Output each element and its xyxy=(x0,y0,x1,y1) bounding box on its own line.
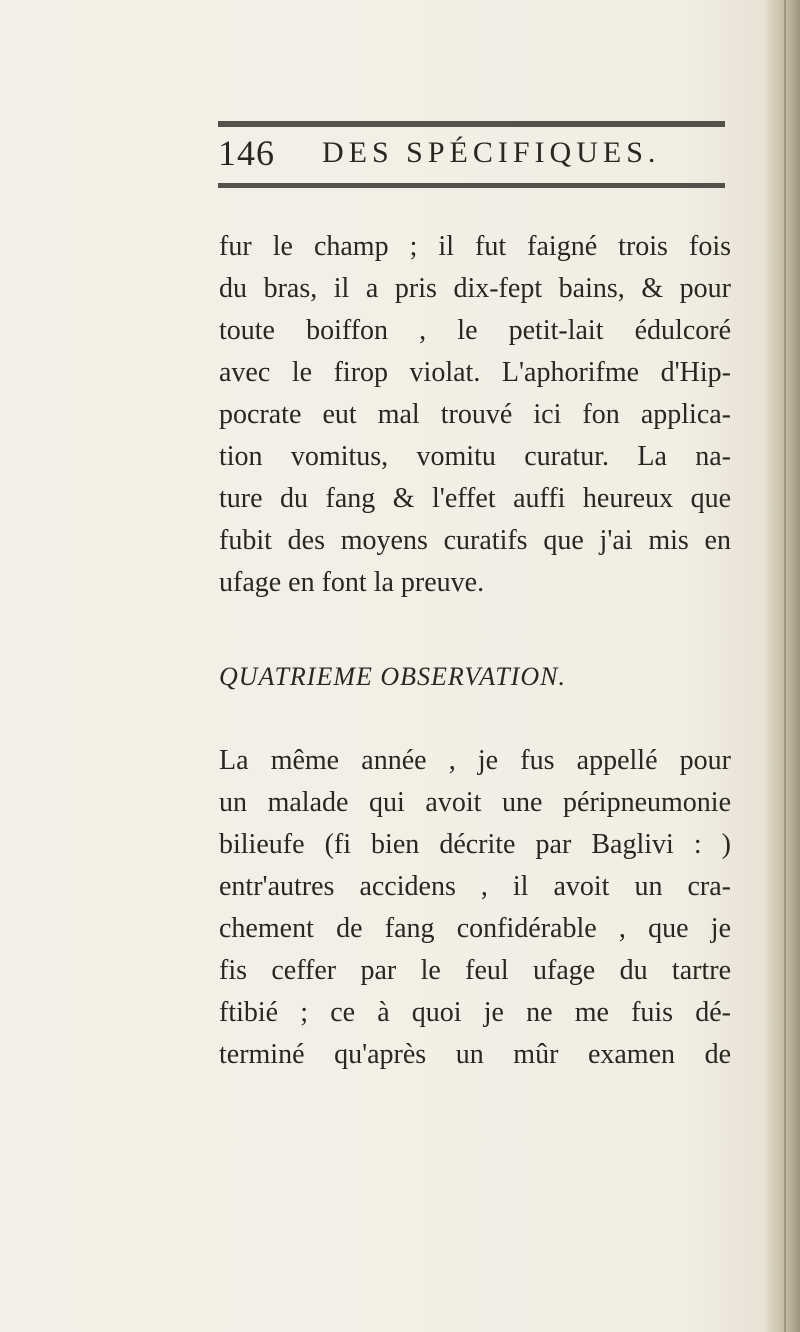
text-line: fur le champ ; il fut faigné trois fois xyxy=(219,231,731,262)
text-line: un malade qui avoit une péripneumonie xyxy=(219,787,731,818)
page-edge-shadow xyxy=(764,0,800,1332)
page-edge-line xyxy=(784,0,786,1332)
running-header xyxy=(218,130,725,178)
text-line: entr'autres accidens , il avoit un cra- xyxy=(219,871,731,902)
paragraph-continued xyxy=(219,226,731,604)
text-line: ture du fang & l'effet auffi heureux que xyxy=(219,483,731,514)
paragraph-observation xyxy=(219,740,731,1076)
header-rule-top xyxy=(218,121,725,127)
text-line: chement de fang confidérable , que je xyxy=(219,913,731,944)
text-line: terminé qu'après un mûr examen de xyxy=(219,1039,731,1070)
text-line: ftibié ; ce à quoi je ne me fuis dé- xyxy=(219,997,731,1028)
text-line: tion vomitus, vomitu curatur. La na- xyxy=(219,441,731,472)
text-line: bilieufe (fi bien décrite par Baglivi : ) xyxy=(219,829,731,860)
text-line: avec le firop violat. L'aphorifme d'Hip- xyxy=(219,357,731,388)
section-heading: QUATRIEME OBSERVATION. xyxy=(219,662,566,691)
text-line: toute boiffon , le petit-lait édulcoré xyxy=(219,315,731,346)
running-title: DES SPÉCIFIQUES. xyxy=(322,136,661,169)
text-line: fubit des moyens curatifs que j'ai mis en xyxy=(219,525,731,556)
header-rule-bottom xyxy=(218,183,725,188)
text-line: La même année , je fus appellé pour xyxy=(219,745,731,776)
text-line: fis ceffer par le feul ufage du tartre xyxy=(219,955,731,986)
text-line: ufage en font la preuve. xyxy=(219,567,485,598)
text-line: du bras, il a pris dix-fept bains, & pour xyxy=(219,273,731,304)
page-number: 146 xyxy=(218,133,275,173)
text-line: pocrate eut mal trouvé ici fon applica- xyxy=(219,399,731,430)
